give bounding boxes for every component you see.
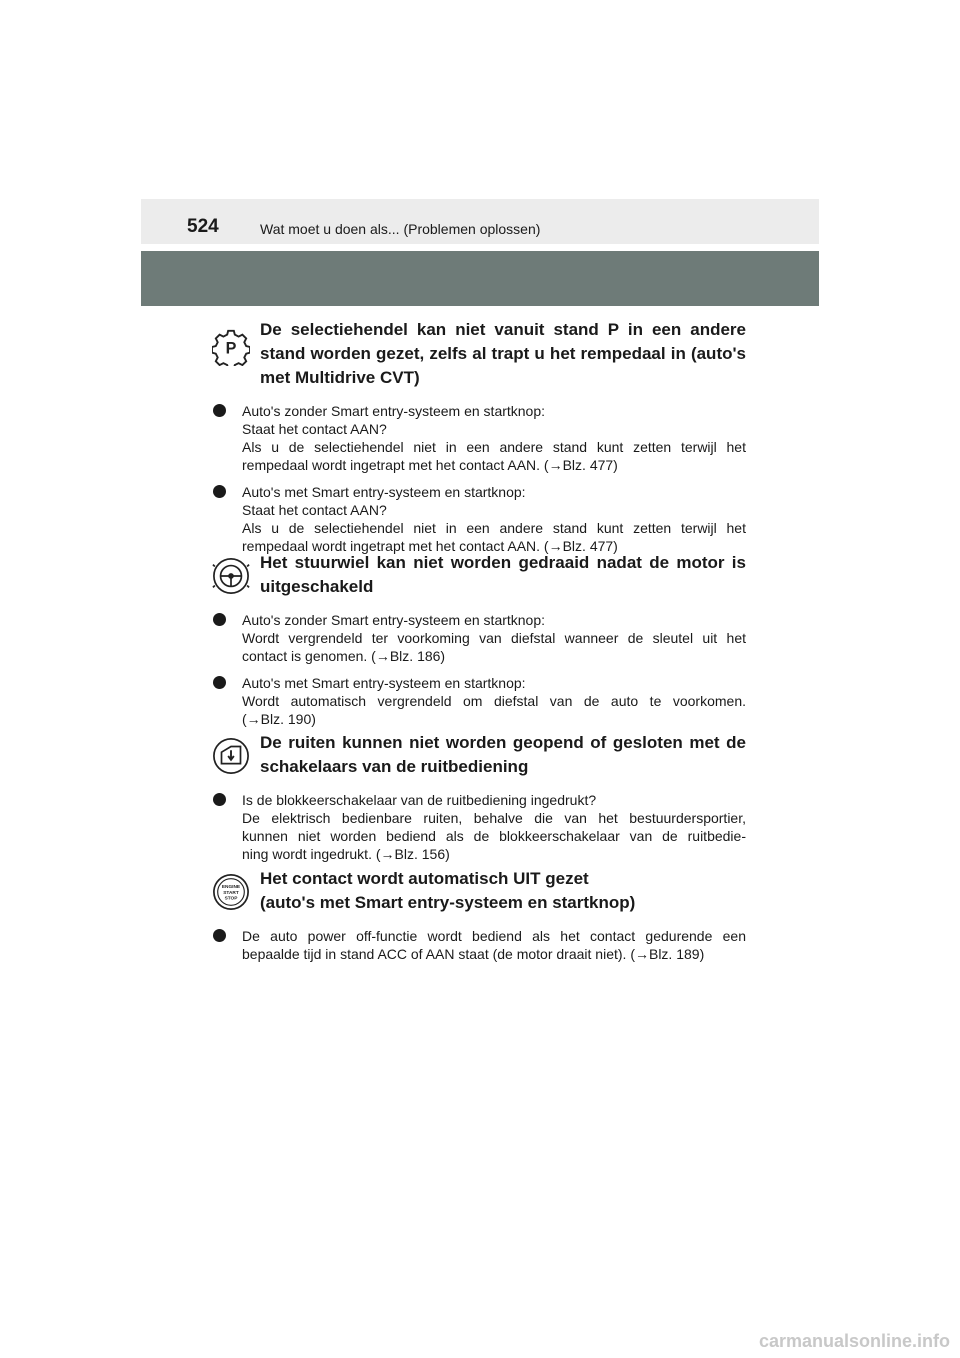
bullet-dot	[213, 613, 226, 626]
steering-lock-icon	[212, 557, 250, 595]
list-item: Auto's met Smart entry-systeem en startknop: Wordt automatisch vergrendeld om diefstal van de auto te voorkomen. (→Blz. 190)	[212, 674, 746, 728]
list-item: Auto's zonder Smart entry-systeem en startknop: Staat het contact AAN? Als u de selectiehendel niet in een andere stand kunt zetten terwijl het rempedaal wordt ingetrapt met het contact AAN. (→Blz. 477)	[212, 402, 746, 474]
svg-text:START: START	[223, 890, 239, 896]
watermark: carmanualsonline.info	[758, 1331, 950, 1351]
svg-text:P: P	[225, 339, 237, 358]
section-auto-power-off	[212, 867, 746, 972]
gear-p-icon	[212, 328, 250, 366]
list-item: De auto power off-functie wordt bediend als het contact gedurende een bepaalde tijd in stand ACC of AAN staat (de motor draait niet). (→Blz. 189)	[212, 927, 746, 963]
list-item: Auto's met Smart entry-systeem en startknop: Staat het contact AAN? Als u de selectiehendel niet in een andere stand kunt zetten terwijl het rempedaal wordt ingetrapt met het contact AAN. (→Blz. 477)	[212, 483, 746, 555]
list-item: Auto's zonder Smart entry-systeem en startknop: Wordt vergrendeld ter voorkoming van diefstal wanneer de sleutel uit het contact is genomen. (→Blz. 186)	[212, 611, 746, 665]
section-heading: Het stuurwiel kan niet worden gedraaid nadat de motor is uitgeschakeld	[260, 553, 746, 596]
svg-text:STOP: STOP	[224, 896, 238, 902]
page-number: 524	[187, 216, 219, 237]
bullet-dot	[213, 676, 226, 689]
section-steering-wheel	[212, 551, 746, 737]
svg-text:ENGINE: ENGINE	[221, 885, 241, 891]
bullet-dot	[213, 404, 226, 417]
engine-start-stop-icon	[212, 873, 250, 911]
bullet-dot	[213, 793, 226, 806]
list-item: Is de blokkeerschakelaar van de ruitbediening ingedrukt? De elektrisch bedienbare ruiten, behalve die van het bestuurdersportier, kunnen niet worden bediend als de blokkeerschakelaar van de ruitbedie- ning wordt ingedrukt. (→Blz. 156)	[212, 791, 746, 863]
bullet-dot	[213, 485, 226, 498]
section-heading: De selectiehendel kan niet vanuit stand P in een andere stand worden gezet, zelfs al trapt u het rempedaal in (auto's met Multidrive CVT)	[260, 320, 746, 387]
section-heading: Het contact wordt automatisch UIT gezet (auto's met Smart entry-systeem en startknop)	[260, 869, 636, 912]
section-band	[141, 251, 819, 306]
section-heading: De ruiten kunnen niet worden geopend of gesloten met de schakelaars van de ruitbediening	[260, 733, 746, 776]
section-selector-lever	[212, 318, 746, 564]
section-power-windows	[212, 731, 746, 872]
chapter-title: Wat moet u doen als... (Problemen oplossen)	[260, 221, 541, 237]
bullet-dot	[213, 929, 226, 942]
power-window-icon	[212, 737, 250, 775]
